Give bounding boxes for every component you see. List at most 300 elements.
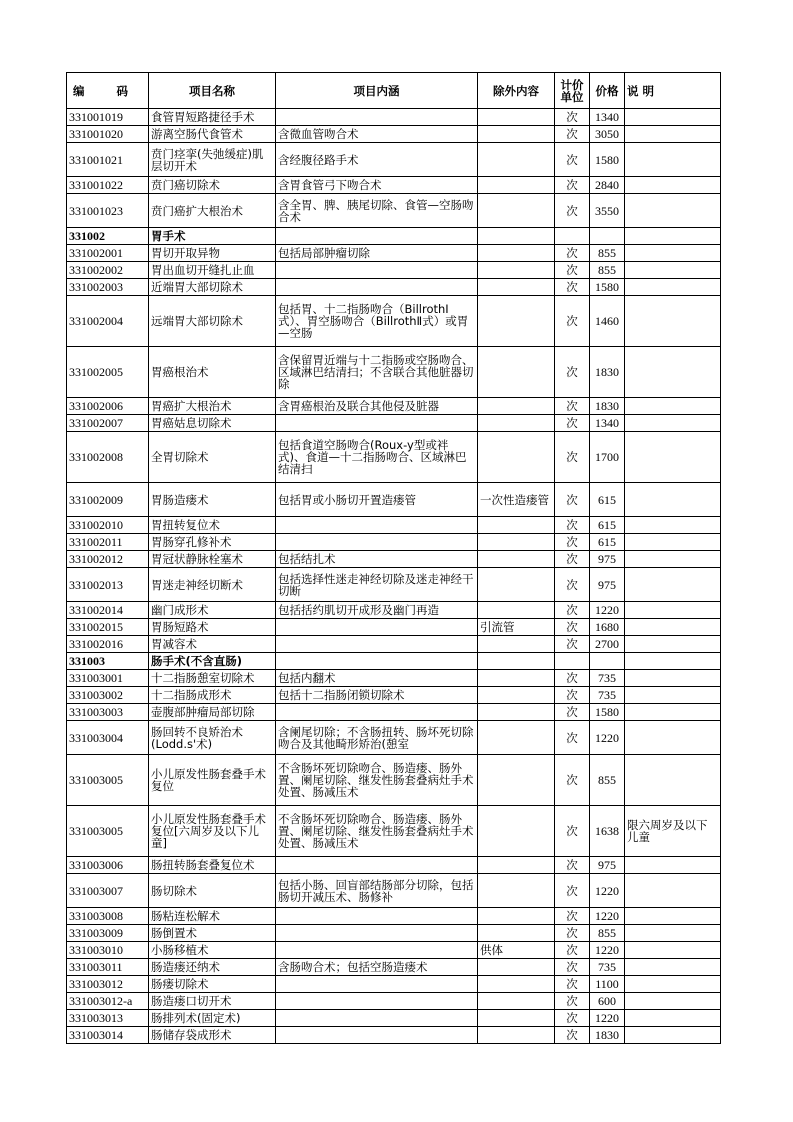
cell-code: 331001020: [67, 126, 149, 143]
cell-content: [276, 279, 478, 296]
cell-name: 胃手术: [149, 228, 276, 245]
cell-name: 远端胃大部切除术: [149, 296, 276, 347]
cell-name: 胃癌扩大根治术: [149, 398, 276, 415]
cell-unit: [555, 653, 590, 670]
table-row: [67, 347, 721, 398]
cell-note: [625, 653, 721, 670]
cell-excluded: [478, 1027, 555, 1044]
table-row: [67, 602, 721, 619]
header-content: 项目内涵: [276, 73, 478, 109]
cell-excluded: [478, 636, 555, 653]
cell-excluded: [478, 959, 555, 976]
cell-note: [625, 177, 721, 194]
table-row: [67, 296, 721, 347]
table-body: [67, 109, 721, 1044]
cell-price: 1638: [590, 806, 625, 857]
cell-unit: 次: [555, 721, 590, 755]
table-row: [67, 1027, 721, 1044]
cell-price: 3050: [590, 126, 625, 143]
cell-name: 肠切除术: [149, 874, 276, 908]
cell-excluded: [478, 925, 555, 942]
cell-price: 1460: [590, 296, 625, 347]
cell-excluded: [478, 517, 555, 534]
cell-note: 限六周岁及以下儿童: [625, 806, 721, 857]
cell-note: [625, 670, 721, 687]
cell-note: [625, 1010, 721, 1027]
cell-excluded: [478, 177, 555, 194]
cell-content: 含胃食管弓下吻合术: [276, 177, 478, 194]
cell-excluded: [478, 653, 555, 670]
cell-content: [276, 976, 478, 993]
cell-price: 1220: [590, 1010, 625, 1027]
cell-note: [625, 347, 721, 398]
header-note: 说 明: [625, 73, 721, 109]
cell-code: 331003014: [67, 1027, 149, 1044]
cell-unit: 次: [555, 143, 590, 177]
cell-price: 735: [590, 959, 625, 976]
cell-code: 331003010: [67, 942, 149, 959]
cell-excluded: [478, 347, 555, 398]
cell-content: [276, 925, 478, 942]
table-row: [67, 245, 721, 262]
table-row: [67, 721, 721, 755]
table-row: [67, 942, 721, 959]
cell-name: 食管胃短路捷径手术: [149, 109, 276, 126]
cell-code: 331002003: [67, 279, 149, 296]
cell-note: [625, 126, 721, 143]
cell-content: 含肠吻合术；包括空肠造瘘术: [276, 959, 478, 976]
cell-code: 331003001: [67, 670, 149, 687]
cell-content: 包括局部肿瘤切除: [276, 245, 478, 262]
cell-content: [276, 1010, 478, 1027]
cell-code: 331002002: [67, 262, 149, 279]
cell-name: 全胃切除术: [149, 432, 276, 483]
cell-code: 331001021: [67, 143, 149, 177]
cell-excluded: [478, 1010, 555, 1027]
table-row: [67, 534, 721, 551]
cell-excluded: [478, 262, 555, 279]
cell-unit: 次: [555, 177, 590, 194]
cell-code: 331002005: [67, 347, 149, 398]
header-row: [67, 73, 721, 109]
cell-excluded: 一次性造瘘管: [478, 483, 555, 517]
cell-name: 胃癌根治术: [149, 347, 276, 398]
cell-code: 331002015: [67, 619, 149, 636]
cell-content: 包括括约肌切开成形及幽门再造: [276, 602, 478, 619]
cell-name: 肠倒置术: [149, 925, 276, 942]
cell-note: [625, 619, 721, 636]
cell-note: [625, 568, 721, 602]
cell-note: [625, 398, 721, 415]
cell-content: 包括胃、十二指肠吻合（BillrothⅠ式）、胃空肠吻合（BillrothⅡ式）或胃—空肠: [276, 296, 478, 347]
cell-price: 615: [590, 517, 625, 534]
cell-price: 1580: [590, 143, 625, 177]
cell-content: 含微血管吻合术: [276, 126, 478, 143]
cell-excluded: [478, 551, 555, 568]
header-excluded: 除外内容: [478, 73, 555, 109]
table-row: [67, 670, 721, 687]
cell-content: 含全胃、脾、胰尾切除、食管—空肠吻合术: [276, 194, 478, 228]
cell-code: 331003011: [67, 959, 149, 976]
cell-name: 肠粘连松解术: [149, 908, 276, 925]
cell-unit: 次: [555, 279, 590, 296]
cell-unit: 次: [555, 976, 590, 993]
table-row: [67, 636, 721, 653]
table-row: [67, 415, 721, 432]
cell-note: [625, 194, 721, 228]
cell-price: [590, 228, 625, 245]
cell-excluded: [478, 976, 555, 993]
cell-excluded: [478, 415, 555, 432]
cell-content: [276, 908, 478, 925]
cell-name: 胃肠短路术: [149, 619, 276, 636]
cell-content: 包括胃或小肠切开置造瘘管: [276, 483, 478, 517]
table-row: [67, 687, 721, 704]
cell-price: 975: [590, 568, 625, 602]
cell-unit: 次: [555, 942, 590, 959]
cell-content: [276, 857, 478, 874]
cell-code: 331003008: [67, 908, 149, 925]
cell-note: [625, 534, 721, 551]
cell-price: 1830: [590, 347, 625, 398]
cell-name: 肠造瘘口切开术: [149, 993, 276, 1010]
cell-name: 肠回转不良矫治术(Lodd.s'术): [149, 721, 276, 755]
table-row: [67, 517, 721, 534]
cell-content: [276, 1027, 478, 1044]
cell-code: 331002014: [67, 602, 149, 619]
header-price: 价格: [590, 73, 625, 109]
cell-note: [625, 432, 721, 483]
table-row: [67, 194, 721, 228]
cell-note: [625, 704, 721, 721]
cell-note: [625, 942, 721, 959]
cell-code: 331002016: [67, 636, 149, 653]
cell-code: 331002011: [67, 534, 149, 551]
cell-content: 包括食道空肠吻合(Roux-y型或袢式)、食道—十二指肠吻合、区域淋巴结清扫: [276, 432, 478, 483]
cell-note: [625, 993, 721, 1010]
cell-unit: 次: [555, 959, 590, 976]
cell-note: [625, 143, 721, 177]
cell-note: [625, 262, 721, 279]
cell-note: [625, 857, 721, 874]
header-name: 项目名称: [149, 73, 276, 109]
cell-code: 331002010: [67, 517, 149, 534]
cell-code: 331003005: [67, 755, 149, 806]
cell-price: 1220: [590, 908, 625, 925]
cell-price: 1100: [590, 976, 625, 993]
cell-price: 1340: [590, 109, 625, 126]
cell-excluded: [478, 432, 555, 483]
table-row: [67, 925, 721, 942]
cell-content: 含阑尾切除；不含肠扭转、肠坏死切除吻合及其他畸形矫治(憩室: [276, 721, 478, 755]
cell-name: 肠排列术(固定术): [149, 1010, 276, 1027]
cell-content: [276, 619, 478, 636]
cell-name: 壶腹部肿瘤局部切除: [149, 704, 276, 721]
cell-note: [625, 925, 721, 942]
cell-name: 肠瘘切除术: [149, 976, 276, 993]
cell-excluded: [478, 874, 555, 908]
cell-price: 1340: [590, 415, 625, 432]
cell-name: 小儿原发性肠套叠手术复位: [149, 755, 276, 806]
cell-code: 331002004: [67, 296, 149, 347]
table-row: [67, 398, 721, 415]
cell-code: 331002001: [67, 245, 149, 262]
cell-note: [625, 551, 721, 568]
table-row: [67, 177, 721, 194]
header-code: [67, 73, 149, 109]
cell-name: 十二指肠憩室切除术: [149, 670, 276, 687]
table-row: [67, 959, 721, 976]
cell-note: [625, 279, 721, 296]
cell-unit: 次: [555, 398, 590, 415]
cell-unit: 次: [555, 1027, 590, 1044]
cell-note: [625, 755, 721, 806]
cell-content: 包括选择性迷走神经切除及迷走神经干切断: [276, 568, 478, 602]
header-unit: 计价单位: [555, 73, 590, 109]
cell-excluded: [478, 721, 555, 755]
cell-excluded: 引流管: [478, 619, 555, 636]
cell-note: [625, 1027, 721, 1044]
cell-excluded: [478, 126, 555, 143]
cell-price: 975: [590, 551, 625, 568]
cell-name: 贲门癌切除术: [149, 177, 276, 194]
cell-unit: 次: [555, 415, 590, 432]
table-row: [67, 874, 721, 908]
cell-note: [625, 415, 721, 432]
cell-price: 2700: [590, 636, 625, 653]
cell-code: 331003002: [67, 687, 149, 704]
cell-price: 1700: [590, 432, 625, 483]
table-row: [67, 908, 721, 925]
cell-code: 331002008: [67, 432, 149, 483]
cell-content: [276, 704, 478, 721]
cell-excluded: [478, 806, 555, 857]
cell-excluded: [478, 602, 555, 619]
table-row: [67, 483, 721, 517]
cell-name: 肠造瘘还纳术: [149, 959, 276, 976]
cell-name: 肠扭转肠套叠复位术: [149, 857, 276, 874]
cell-name: 十二指肠成形术: [149, 687, 276, 704]
cell-unit: 次: [555, 806, 590, 857]
cell-code: 331003013: [67, 1010, 149, 1027]
cell-note: [625, 296, 721, 347]
table-row: [67, 1010, 721, 1027]
cell-code: 331001023: [67, 194, 149, 228]
cell-unit: 次: [555, 109, 590, 126]
cell-excluded: [478, 398, 555, 415]
table-row: [67, 857, 721, 874]
cell-code: 331003003: [67, 704, 149, 721]
price-table: [66, 72, 721, 1044]
cell-note: [625, 228, 721, 245]
cell-name: 肠手术(不含直肠): [149, 653, 276, 670]
cell-name: 胃出血切开缝扎止血: [149, 262, 276, 279]
cell-price: 1580: [590, 279, 625, 296]
cell-note: [625, 959, 721, 976]
cell-content: [276, 109, 478, 126]
price-table-sheet: [66, 72, 720, 1044]
cell-price: 1830: [590, 1027, 625, 1044]
cell-code: 331003009: [67, 925, 149, 942]
cell-unit: 次: [555, 347, 590, 398]
cell-content: [276, 636, 478, 653]
cell-code: 331002013: [67, 568, 149, 602]
cell-note: [625, 908, 721, 925]
table-row: [67, 568, 721, 602]
cell-unit: 次: [555, 534, 590, 551]
cell-price: 1580: [590, 704, 625, 721]
cell-price: 855: [590, 245, 625, 262]
cell-content: 不含肠坏死切除吻合、肠造瘘、肠外置、阑尾切除、继发性肠套叠病灶手术处置、肠减压术: [276, 755, 478, 806]
cell-note: [625, 245, 721, 262]
cell-content: 含经腹径路手术: [276, 143, 478, 177]
cell-name: 胃切开取异物: [149, 245, 276, 262]
table-row: [67, 432, 721, 483]
cell-content: [276, 228, 478, 245]
cell-unit: 次: [555, 619, 590, 636]
cell-price: 735: [590, 670, 625, 687]
cell-excluded: [478, 755, 555, 806]
cell-excluded: [478, 245, 555, 262]
table-row: [67, 262, 721, 279]
table-row: [67, 806, 721, 857]
cell-note: [625, 636, 721, 653]
cell-name: 小肠移植术: [149, 942, 276, 959]
cell-code: 331002006: [67, 398, 149, 415]
table-row: [67, 704, 721, 721]
cell-excluded: [478, 109, 555, 126]
cell-content: 含胃癌根治及联合其他侵及脏器: [276, 398, 478, 415]
cell-price: 615: [590, 483, 625, 517]
cell-code: 331003005: [67, 806, 149, 857]
cell-unit: 次: [555, 636, 590, 653]
cell-content: 包括结扎术: [276, 551, 478, 568]
table-row: [67, 755, 721, 806]
cell-excluded: [478, 228, 555, 245]
header-code-label: 编 码: [72, 83, 142, 98]
cell-unit: 次: [555, 483, 590, 517]
cell-code: 331001022: [67, 177, 149, 194]
cell-excluded: [478, 194, 555, 228]
cell-price: 615: [590, 534, 625, 551]
cell-code: 331003012: [67, 976, 149, 993]
cell-price: 1220: [590, 942, 625, 959]
cell-name: 贲门癌扩大根治术: [149, 194, 276, 228]
cell-note: [625, 109, 721, 126]
cell-content: [276, 534, 478, 551]
cell-content: 包括十二指肠闭锁切除术: [276, 687, 478, 704]
cell-name: 贲门痉挛(失弛缓症)肌层切开术: [149, 143, 276, 177]
cell-code: 331003004: [67, 721, 149, 755]
cell-note: [625, 976, 721, 993]
cell-excluded: [478, 279, 555, 296]
cell-price: 2840: [590, 177, 625, 194]
cell-excluded: [478, 534, 555, 551]
table-row: [67, 279, 721, 296]
cell-note: [625, 721, 721, 755]
cell-content: 包括内翻术: [276, 670, 478, 687]
cell-code: 331001019: [67, 109, 149, 126]
cell-code: 331002012: [67, 551, 149, 568]
cell-unit: 次: [555, 296, 590, 347]
table-row: [67, 993, 721, 1010]
cell-content: [276, 653, 478, 670]
cell-price: 855: [590, 925, 625, 942]
cell-unit: [555, 228, 590, 245]
cell-price: 855: [590, 262, 625, 279]
table-row: [67, 551, 721, 568]
cell-excluded: [478, 993, 555, 1010]
cell-code: 331003012-a: [67, 993, 149, 1010]
cell-price: 3550: [590, 194, 625, 228]
cell-content: [276, 517, 478, 534]
cell-name: 胃肠造瘘术: [149, 483, 276, 517]
cell-code: 331003: [67, 653, 149, 670]
cell-unit: 次: [555, 568, 590, 602]
cell-price: [590, 653, 625, 670]
cell-unit: 次: [555, 245, 590, 262]
cell-excluded: [478, 568, 555, 602]
cell-name: 胃肠穿孔修补术: [149, 534, 276, 551]
cell-unit: 次: [555, 1010, 590, 1027]
cell-note: [625, 517, 721, 534]
cell-unit: 次: [555, 755, 590, 806]
cell-unit: 次: [555, 602, 590, 619]
table-row: [67, 619, 721, 636]
cell-name: 游离空肠代食管术: [149, 126, 276, 143]
cell-code: 331003007: [67, 874, 149, 908]
cell-unit: 次: [555, 126, 590, 143]
cell-name: 胃减容术: [149, 636, 276, 653]
cell-unit: 次: [555, 687, 590, 704]
table-row: [67, 109, 721, 126]
cell-price: 600: [590, 993, 625, 1010]
table-row: [67, 143, 721, 177]
cell-name: 胃冠状静脉栓塞术: [149, 551, 276, 568]
cell-unit: 次: [555, 194, 590, 228]
cell-code: 331003006: [67, 857, 149, 874]
cell-unit: 次: [555, 432, 590, 483]
cell-content: [276, 942, 478, 959]
cell-excluded: 供体: [478, 942, 555, 959]
cell-content: [276, 993, 478, 1010]
section-row: [67, 228, 721, 245]
cell-unit: 次: [555, 925, 590, 942]
cell-price: 855: [590, 755, 625, 806]
cell-excluded: [478, 143, 555, 177]
cell-excluded: [478, 687, 555, 704]
cell-code: 331002009: [67, 483, 149, 517]
cell-note: [625, 687, 721, 704]
cell-price: 1220: [590, 721, 625, 755]
table-row: [67, 976, 721, 993]
cell-price: 1680: [590, 619, 625, 636]
cell-excluded: [478, 704, 555, 721]
cell-price: 735: [590, 687, 625, 704]
cell-name: 近端胃大部切除术: [149, 279, 276, 296]
cell-note: [625, 602, 721, 619]
section-row: [67, 653, 721, 670]
cell-code: 331002: [67, 228, 149, 245]
cell-content: 含保留胃近端与十二指肠或空肠吻合、区域淋巴结清扫；不含联合其他脏器切除: [276, 347, 478, 398]
cell-name: 小儿原发性肠套叠手术复位[六周岁及以下儿童]: [149, 806, 276, 857]
cell-unit: 次: [555, 704, 590, 721]
cell-note: [625, 874, 721, 908]
cell-price: 975: [590, 857, 625, 874]
cell-excluded: [478, 296, 555, 347]
cell-name: 胃扭转复位术: [149, 517, 276, 534]
cell-note: [625, 483, 721, 517]
